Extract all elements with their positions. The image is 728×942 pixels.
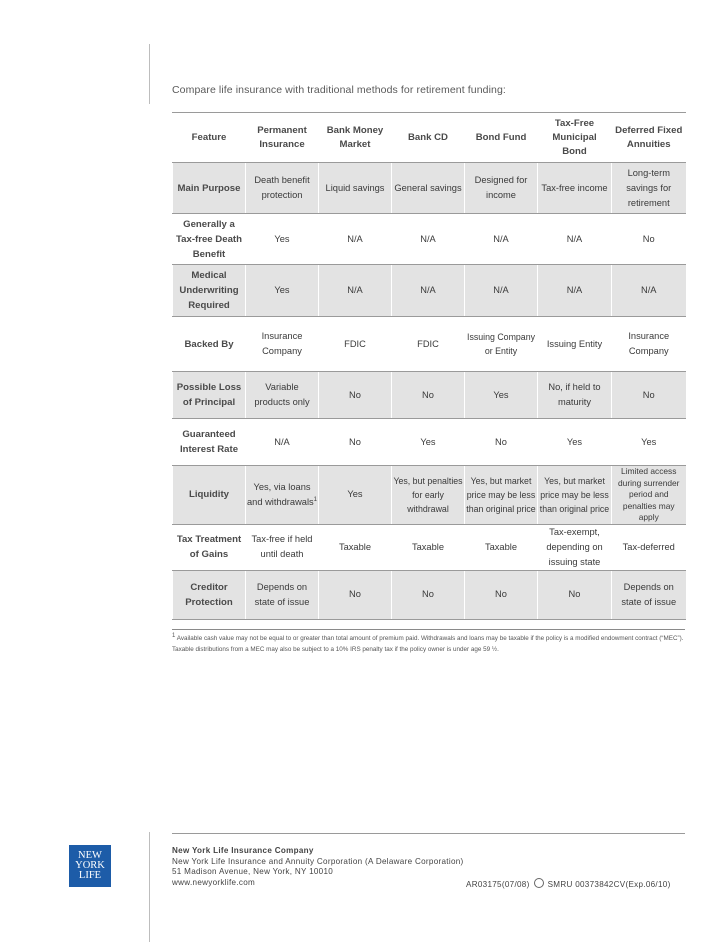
form-code: AR03175(07/08)	[466, 879, 530, 889]
table-cell: N/A	[246, 419, 319, 466]
table-cell: Variable products only	[246, 372, 319, 419]
table-cell: Depends on state of issue	[612, 570, 686, 619]
comparison-table	[172, 112, 686, 620]
feature-cell: Tax Treatment of Gains	[173, 524, 246, 570]
margin-rule-top	[149, 44, 150, 104]
footnote-rule	[172, 629, 685, 630]
table-cell: Tax-free if held until death	[246, 524, 319, 570]
footer-subsidiary: New York Life Insurance and Annuity Corporation (A Delaware Corporation)	[172, 856, 464, 866]
footnote-mark: 1	[313, 496, 318, 503]
table-cell: No	[319, 419, 392, 466]
header-cell: Feature	[173, 113, 246, 163]
table-cell-liquidity-permanent	[246, 466, 319, 525]
table-row	[173, 372, 686, 419]
table-cell: N/A	[319, 214, 392, 265]
eagle-icon	[534, 878, 544, 888]
table-cell: Yes	[612, 419, 686, 466]
feature-cell: Creditor Protection	[173, 570, 246, 619]
header-cell: Permanent Insurance	[246, 113, 319, 163]
footnote-number: 1	[172, 632, 176, 639]
table-cell: N/A	[612, 265, 686, 317]
footer-address: 51 Madison Avenue, New York, NY 10010	[172, 867, 334, 876]
footnote-text: Available cash value may not be equal to or greater than total amount of premium paid. Withdrawals and loans may be taxable if the policy is a modified endowment contract (“MEC”). Taxable distributions from a MEC may also be subject to a 10% IRS penalty tax if the policy owner is under age 59 ½.	[172, 635, 684, 653]
footer-website[interactable]: www.newyorklife.com	[172, 877, 256, 887]
footer-codes	[466, 878, 671, 891]
margin-rule-bottom	[149, 832, 150, 942]
table-cell: Yes	[246, 265, 319, 317]
table-cell: Yes	[465, 372, 538, 419]
table-cell: No	[319, 372, 392, 419]
footer-company: New York Life Insurance Company	[172, 846, 314, 855]
table-cell: N/A	[465, 214, 538, 265]
table-cell: Yes	[392, 419, 465, 466]
feature-cell: Generally a Tax-free Death Benefit	[173, 214, 246, 265]
table-cell: Designed for income	[465, 163, 538, 214]
logo-line: NEW	[78, 850, 102, 861]
table-row	[173, 570, 686, 619]
table-cell: Limited access during surrender period and penalties may apply	[612, 466, 686, 525]
footer	[172, 846, 692, 888]
feature-cell: Guaranteed Interest Rate	[173, 419, 246, 466]
table-row	[173, 265, 686, 317]
table-cell: N/A	[392, 265, 465, 317]
table-cell: No	[612, 372, 686, 419]
table-cell: Yes	[246, 214, 319, 265]
table-cell: N/A	[319, 265, 392, 317]
footnote	[172, 633, 692, 655]
table-cell: Yes, but market price may be less than original price	[538, 466, 612, 525]
table-cell: Insurance Company	[612, 317, 686, 372]
table-cell: Taxable	[392, 524, 465, 570]
table-cell: No	[538, 570, 612, 619]
table-cell: No	[392, 570, 465, 619]
table-cell: FDIC	[319, 317, 392, 372]
table-header-row	[173, 113, 686, 163]
logo-line: YORK	[75, 860, 105, 871]
feature-cell: Liquidity	[173, 466, 246, 525]
table-cell: Tax-deferred	[612, 524, 686, 570]
table-cell: Tax-free income	[538, 163, 612, 214]
table-cell: Yes, but market price may be less than original price	[465, 466, 538, 525]
table-cell: Yes, but penalties for early withdrawal	[392, 466, 465, 525]
table-cell: No	[465, 570, 538, 619]
table-cell: FDIC	[392, 317, 465, 372]
header-cell: Bank CD	[392, 113, 465, 163]
table-row	[173, 214, 686, 265]
logo-line: LIFE	[78, 870, 102, 881]
table-cell: Issuing Company or Entity	[465, 317, 538, 372]
table-cell: Insurance Company	[246, 317, 319, 372]
table-cell: No	[465, 419, 538, 466]
table-row	[173, 163, 686, 214]
table-cell: General savings	[392, 163, 465, 214]
table-cell: No	[612, 214, 686, 265]
header-cell: Bank Money Market	[319, 113, 392, 163]
footer-rule	[172, 833, 685, 834]
smru-code: SMRU 00373842CV(Exp.06/10)	[547, 879, 671, 889]
table-cell: N/A	[538, 214, 612, 265]
header-cell: Tax-Free Municipal Bond	[538, 113, 612, 163]
table-cell: Issuing Entity	[538, 317, 612, 372]
feature-cell: Possible Loss of Principal	[173, 372, 246, 419]
table-cell: Depends on state of issue	[246, 570, 319, 619]
table-cell: N/A	[392, 214, 465, 265]
feature-cell: Backed By	[173, 317, 246, 372]
table-cell: No, if held to maturity	[538, 372, 612, 419]
table-cell: Tax-exempt, depending on issuing state	[538, 524, 612, 570]
table-cell: Taxable	[319, 524, 392, 570]
table-cell: Taxable	[465, 524, 538, 570]
table-cell: N/A	[465, 265, 538, 317]
table-cell: No	[392, 372, 465, 419]
intro-heading: Compare life insurance with traditional methods for retirement funding:	[172, 84, 506, 96]
table-cell-text: Yes, via loans and withdrawals	[247, 481, 314, 507]
table-cell: Yes	[319, 466, 392, 525]
table-cell: Yes	[538, 419, 612, 466]
company-logo	[69, 845, 111, 887]
header-cell: Bond Fund	[465, 113, 538, 163]
table-cell: Liquid savings	[319, 163, 392, 214]
table-row	[173, 419, 686, 466]
table-cell: Long-term savings for retirement	[612, 163, 686, 214]
table-cell: No	[319, 570, 392, 619]
table-cell: Death benefit protection	[246, 163, 319, 214]
feature-cell: Medical Underwriting Required	[173, 265, 246, 317]
table-row	[173, 466, 686, 525]
table-row	[173, 317, 686, 372]
feature-cell: Main Purpose	[173, 163, 246, 214]
table-row	[173, 524, 686, 570]
header-cell: Deferred Fixed Annuities	[612, 113, 686, 163]
table-cell: N/A	[538, 265, 612, 317]
